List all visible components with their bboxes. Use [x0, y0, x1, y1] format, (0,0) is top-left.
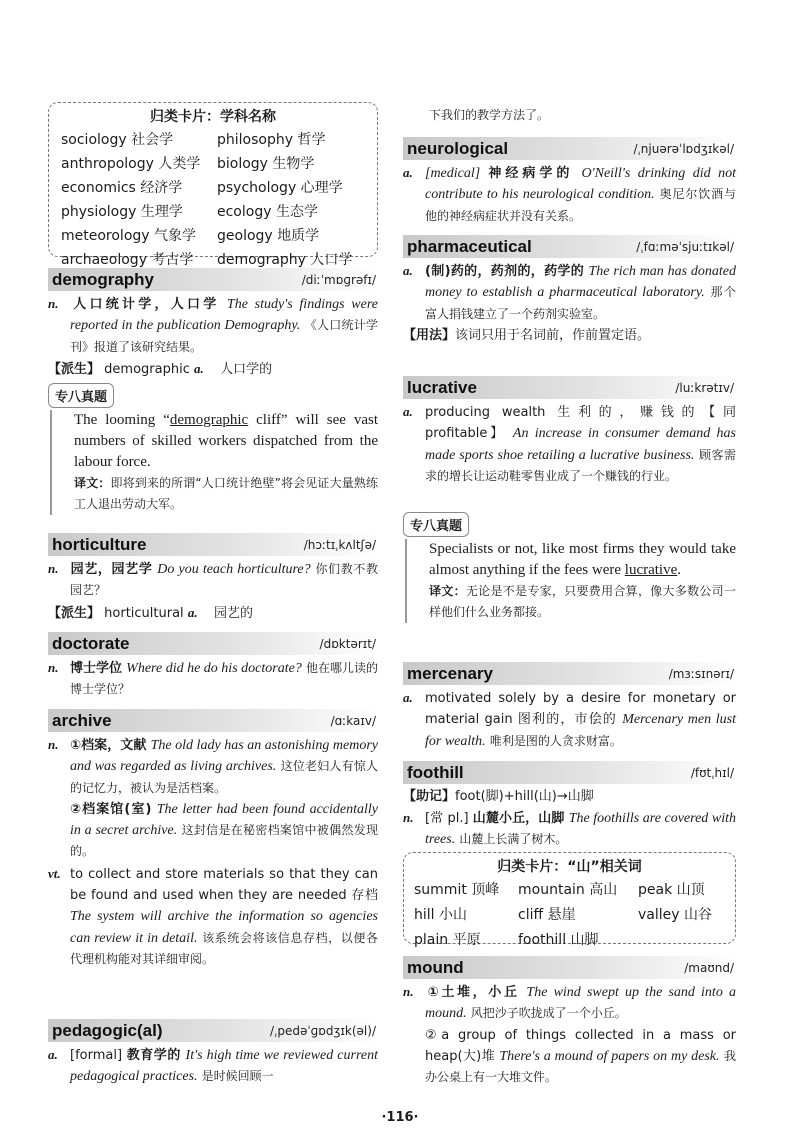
- card-item: anthropology 人类学: [61, 156, 201, 172]
- entry-foothill: [403, 761, 736, 851]
- headword: demography: [52, 269, 155, 289]
- translation: 那个富人捐钱建立了一个药剂实验室。: [425, 285, 736, 321]
- mnemonic-text: foot(脚)+hill(山)→山脚: [455, 789, 594, 804]
- translation-text: 即将到来的所谓“人口统计绝壁”将会见证大量熟练工人退出劳动大军。: [74, 476, 378, 511]
- exam-text: [74, 410, 378, 473]
- example: The wind swept up the sand into a mound.: [425, 985, 736, 1022]
- pronunciation: /diːˈmɒɡrəfɪ/: [301, 272, 376, 287]
- derivation: [48, 602, 378, 624]
- headword: pedagogic(al): [52, 1020, 163, 1040]
- exam-label: 专八真题: [403, 512, 469, 537]
- card-item: geology 地质学: [217, 228, 320, 244]
- translation: 奥尼尔饮酒与他的神经病症状并没有关系。: [425, 187, 736, 223]
- exam-text-part: The looming “: [74, 412, 170, 428]
- part-of-speech: n.: [403, 810, 414, 825]
- translation: 你们教不教园艺？: [70, 562, 378, 598]
- sense: [403, 260, 736, 325]
- sense: [48, 657, 378, 701]
- derived-meaning: 人口学的: [220, 361, 273, 377]
- mnemonic-tag: 【助记】: [403, 789, 456, 804]
- card-item: ecology 生态学: [217, 204, 318, 220]
- card-title: 归类卡片：学科名称: [150, 109, 276, 125]
- part-of-speech: a.: [403, 263, 413, 278]
- example: There's a mound of papers on my desk.: [499, 1048, 720, 1064]
- register: [formal]: [70, 1048, 123, 1063]
- entry-doctorate: [48, 632, 378, 701]
- headword-bar: [403, 376, 736, 399]
- card-item: archaeology 考古学: [61, 252, 194, 268]
- part-of-speech: n.: [48, 561, 59, 576]
- headword-bar: [48, 709, 378, 732]
- sense: [403, 1025, 736, 1089]
- highlighted-word: lucrative: [624, 562, 678, 578]
- exam-translation: [429, 581, 736, 623]
- example: The foothills are covered with trees.: [425, 811, 736, 848]
- register: [medical]: [425, 166, 481, 181]
- sense: [403, 807, 736, 851]
- part-of-speech: a.: [403, 165, 413, 180]
- entry-lucrative: [403, 376, 736, 487]
- usage-note: [403, 325, 736, 346]
- part-of-speech: a.: [403, 404, 413, 419]
- card-item: plain 平原: [414, 932, 481, 948]
- pronunciation: /luːkrətɪv/: [675, 380, 734, 395]
- exam-text-part: cliff” will see vast numbers of skilled workers dispatched from the labour force.: [74, 412, 378, 470]
- card-item: sociology 社会学: [61, 132, 174, 148]
- part-of-speech: n.: [48, 660, 59, 675]
- headword: archive: [52, 710, 112, 730]
- card-item: economics 经济学: [61, 180, 183, 196]
- entry-mercenary: [403, 662, 736, 752]
- card-item: hill 小山: [414, 907, 467, 923]
- example: Mercenary men lust for wealth.: [425, 712, 736, 749]
- sense: [48, 1044, 378, 1088]
- sense: [48, 734, 378, 799]
- definition: 神经病学的: [488, 166, 574, 181]
- card-item: biology 生物学: [217, 156, 315, 172]
- entry-pedagogic: [48, 1019, 378, 1088]
- definition: motivated solely by a desire for monetary or material gain 图利的，市侩的: [425, 691, 736, 728]
- part-of-speech: n.: [48, 296, 59, 311]
- card-item: demography 人口学: [217, 252, 353, 268]
- register: [常 pl.]: [425, 811, 469, 826]
- translation-tag: 译文：: [429, 584, 466, 598]
- example: The system will archive the information so agencies can review it in detail.: [70, 909, 378, 946]
- part-of-speech: n.: [403, 984, 414, 999]
- entry-archive: [48, 709, 378, 970]
- sense: [48, 558, 378, 602]
- definition: ②档案馆(室): [70, 801, 152, 817]
- translation: 风把沙子吹拢成了一个小丘。: [470, 1006, 627, 1021]
- headword: pharmaceutical: [407, 236, 532, 256]
- card-items: [414, 879, 725, 949]
- definition: 园艺，园艺学: [70, 562, 153, 577]
- headword-bar: [403, 956, 736, 979]
- translation: 该系统会将该信息存档，以便各代理机构能对其详细审阅。: [70, 930, 378, 966]
- headword-bar: [48, 1019, 378, 1042]
- sense: [403, 162, 736, 227]
- exam-text-part: .: [677, 562, 682, 578]
- card-items: [61, 129, 365, 269]
- headword-bar: [48, 533, 378, 556]
- mnemonic: [403, 786, 736, 807]
- example: O'Neill's drinking did not contribute to his neurological condition.: [425, 166, 736, 203]
- sense: [48, 293, 378, 358]
- exam-text-part: Specialists or not, like most firms they would take almost anything if the fees were: [429, 541, 736, 578]
- pronunciation: /fʊtˌhɪl/: [690, 765, 734, 780]
- definition: 人口统计学，人口学: [70, 297, 220, 312]
- translation: 他在哪儿读的博士学位？: [70, 661, 378, 697]
- usage-tag: 【用法】: [403, 327, 456, 343]
- translation-text: 无论是不是专家，只要费用合算，像大多数公司一样他们什么业务都接。: [429, 584, 736, 619]
- pronunciation: /maʊnd/: [684, 960, 734, 975]
- card-title: 归类卡片：“山”相关词: [497, 859, 642, 875]
- usage-text: 该词只用于名词前，作前置定语。: [455, 327, 651, 343]
- sense: [48, 799, 378, 863]
- sense: [48, 863, 378, 970]
- card-item: philosophy 哲学: [217, 132, 326, 148]
- translation: 是时候回顾一: [201, 1069, 274, 1084]
- translation: 这位老妇人有惊人的记忆力，被认为是活档案。: [70, 759, 378, 795]
- card-item: mountain 高山: [518, 882, 618, 898]
- exam-passage: [405, 539, 736, 623]
- headword: lucrative: [407, 377, 477, 397]
- card-item: peak 山顶: [638, 882, 705, 898]
- headword-bar: [48, 268, 378, 291]
- translation: 顾客需求的增长让运动鞋零售业成了一个赚钱的行业。: [425, 447, 736, 483]
- definition: producing wealth 生利的，赚钱的【同 profitable】: [425, 405, 736, 442]
- part-of-speech: a.: [193, 360, 204, 376]
- card-item: foothill 山脚: [518, 932, 599, 948]
- part-of-speech: a.: [48, 1047, 58, 1062]
- example: It's high time we reviewed current pedagogical practices.: [70, 1048, 378, 1085]
- part-of-speech: vt.: [48, 865, 61, 881]
- card-item: physiology 生理学: [61, 204, 183, 220]
- translation: 我办公桌上有一大堆文件。: [425, 1048, 736, 1085]
- sense: [403, 981, 736, 1025]
- card-item: cliff 悬崖: [518, 907, 576, 923]
- part-of-speech: n.: [48, 737, 59, 752]
- example: The letter had been found accidentally in a secret archive.: [70, 801, 378, 839]
- headword: neurological: [407, 138, 509, 158]
- card-item: psychology 心理学: [217, 180, 343, 196]
- translation-tag: 译文：: [74, 476, 111, 490]
- headword: mound: [407, 957, 464, 977]
- definition: 山麓小丘，山脚: [472, 811, 565, 826]
- translation: 《人口统计学刊》报道了该研究结果。: [70, 318, 378, 354]
- entry-mound: [403, 956, 736, 1088]
- pronunciation: /ˌpedəˈɡɒdʒɪk(əl)/: [270, 1023, 376, 1038]
- sense: [403, 687, 736, 752]
- sense: [403, 401, 736, 487]
- card-item: summit 顶峰: [414, 882, 500, 898]
- entry-pharmaceutical: [403, 235, 736, 346]
- translation: 唯利是图的人贪求财富。: [489, 733, 622, 748]
- pronunciation: /ˌnjuərəˈlɒdʒɪkəl/: [633, 141, 734, 156]
- derivation-tag: 【派生】: [48, 361, 101, 377]
- headword-bar: [403, 235, 736, 258]
- example: Do you teach horticulture?: [157, 562, 311, 577]
- headword-bar: [403, 662, 736, 685]
- headword: foothill: [407, 762, 464, 782]
- example: The study's findings were reported in the publication Demography.: [70, 297, 378, 334]
- derivation: [48, 358, 378, 380]
- derived-meaning: 园艺的: [213, 605, 253, 621]
- headword: mercenary: [407, 663, 494, 683]
- exam-label: 专八真题: [48, 383, 114, 408]
- derivation-tag: 【派生】: [48, 605, 101, 621]
- definition: to collect and store materials so that they can be found and used when they are needed 存档: [70, 866, 378, 904]
- definition: 教育学的: [126, 1048, 181, 1063]
- entry-demography: [48, 268, 378, 380]
- card-item: meteorology 气象学: [61, 228, 197, 244]
- derived-word: demographic: [104, 361, 190, 377]
- page-number: ·116·: [381, 1110, 419, 1125]
- example: The old lady has an astonishing memory and was regarded as living archives.: [70, 738, 378, 775]
- translation: 这封信是在秘密档案馆中被偶然发现的。: [70, 823, 378, 859]
- derived-word: horticultural: [104, 605, 184, 621]
- example: Where did he do his doctorate?: [126, 661, 302, 676]
- continued-translation: 下我们的教学方法了。: [429, 108, 550, 122]
- category-card-mountain: [403, 852, 736, 948]
- pronunciation: /ˌfɑːməˈsjuːtɪkəl/: [636, 239, 734, 254]
- part-of-speech: a.: [187, 604, 198, 620]
- headword: horticulture: [52, 534, 147, 554]
- pronunciation: /mɜːsɪnərɪ/: [668, 666, 734, 681]
- part-of-speech: a.: [403, 690, 413, 705]
- headword-bar: [403, 137, 736, 160]
- definition: ②a group of things collected in a mass or heap(大)堆: [425, 1027, 736, 1064]
- definition: (制)药的，药剂的，药学的: [425, 264, 585, 279]
- headword-bar: [48, 632, 378, 655]
- highlighted-word: demographic: [169, 412, 249, 428]
- pronunciation: /hɔːtɪˌkʌltʃə/: [303, 537, 376, 552]
- pronunciation: /dɒktərɪt/: [319, 636, 376, 651]
- definition: ①土堆，小丘: [425, 985, 520, 1000]
- headword-bar: [403, 761, 736, 784]
- headword: doctorate: [52, 633, 130, 653]
- exam-passage: [50, 410, 378, 515]
- example: An increase in consumer demand has made sports shoe retailing a lucrative business.: [425, 426, 736, 463]
- definition: 博士学位: [70, 661, 123, 676]
- entry-neurological: [403, 137, 736, 227]
- card-item: valley 山谷: [638, 907, 712, 923]
- pronunciation: /ɑːkaɪv/: [330, 713, 376, 728]
- example: The rich man has donated money to establish a pharmaceutical laboratory.: [425, 264, 736, 301]
- translation: 山麓上长满了树木。: [459, 832, 568, 847]
- exam-text: [429, 539, 736, 581]
- definition: ①档案，文献: [70, 738, 147, 753]
- exam-translation: [74, 473, 378, 515]
- entry-horticulture: [48, 533, 378, 624]
- category-card-subjects: [48, 102, 378, 268]
